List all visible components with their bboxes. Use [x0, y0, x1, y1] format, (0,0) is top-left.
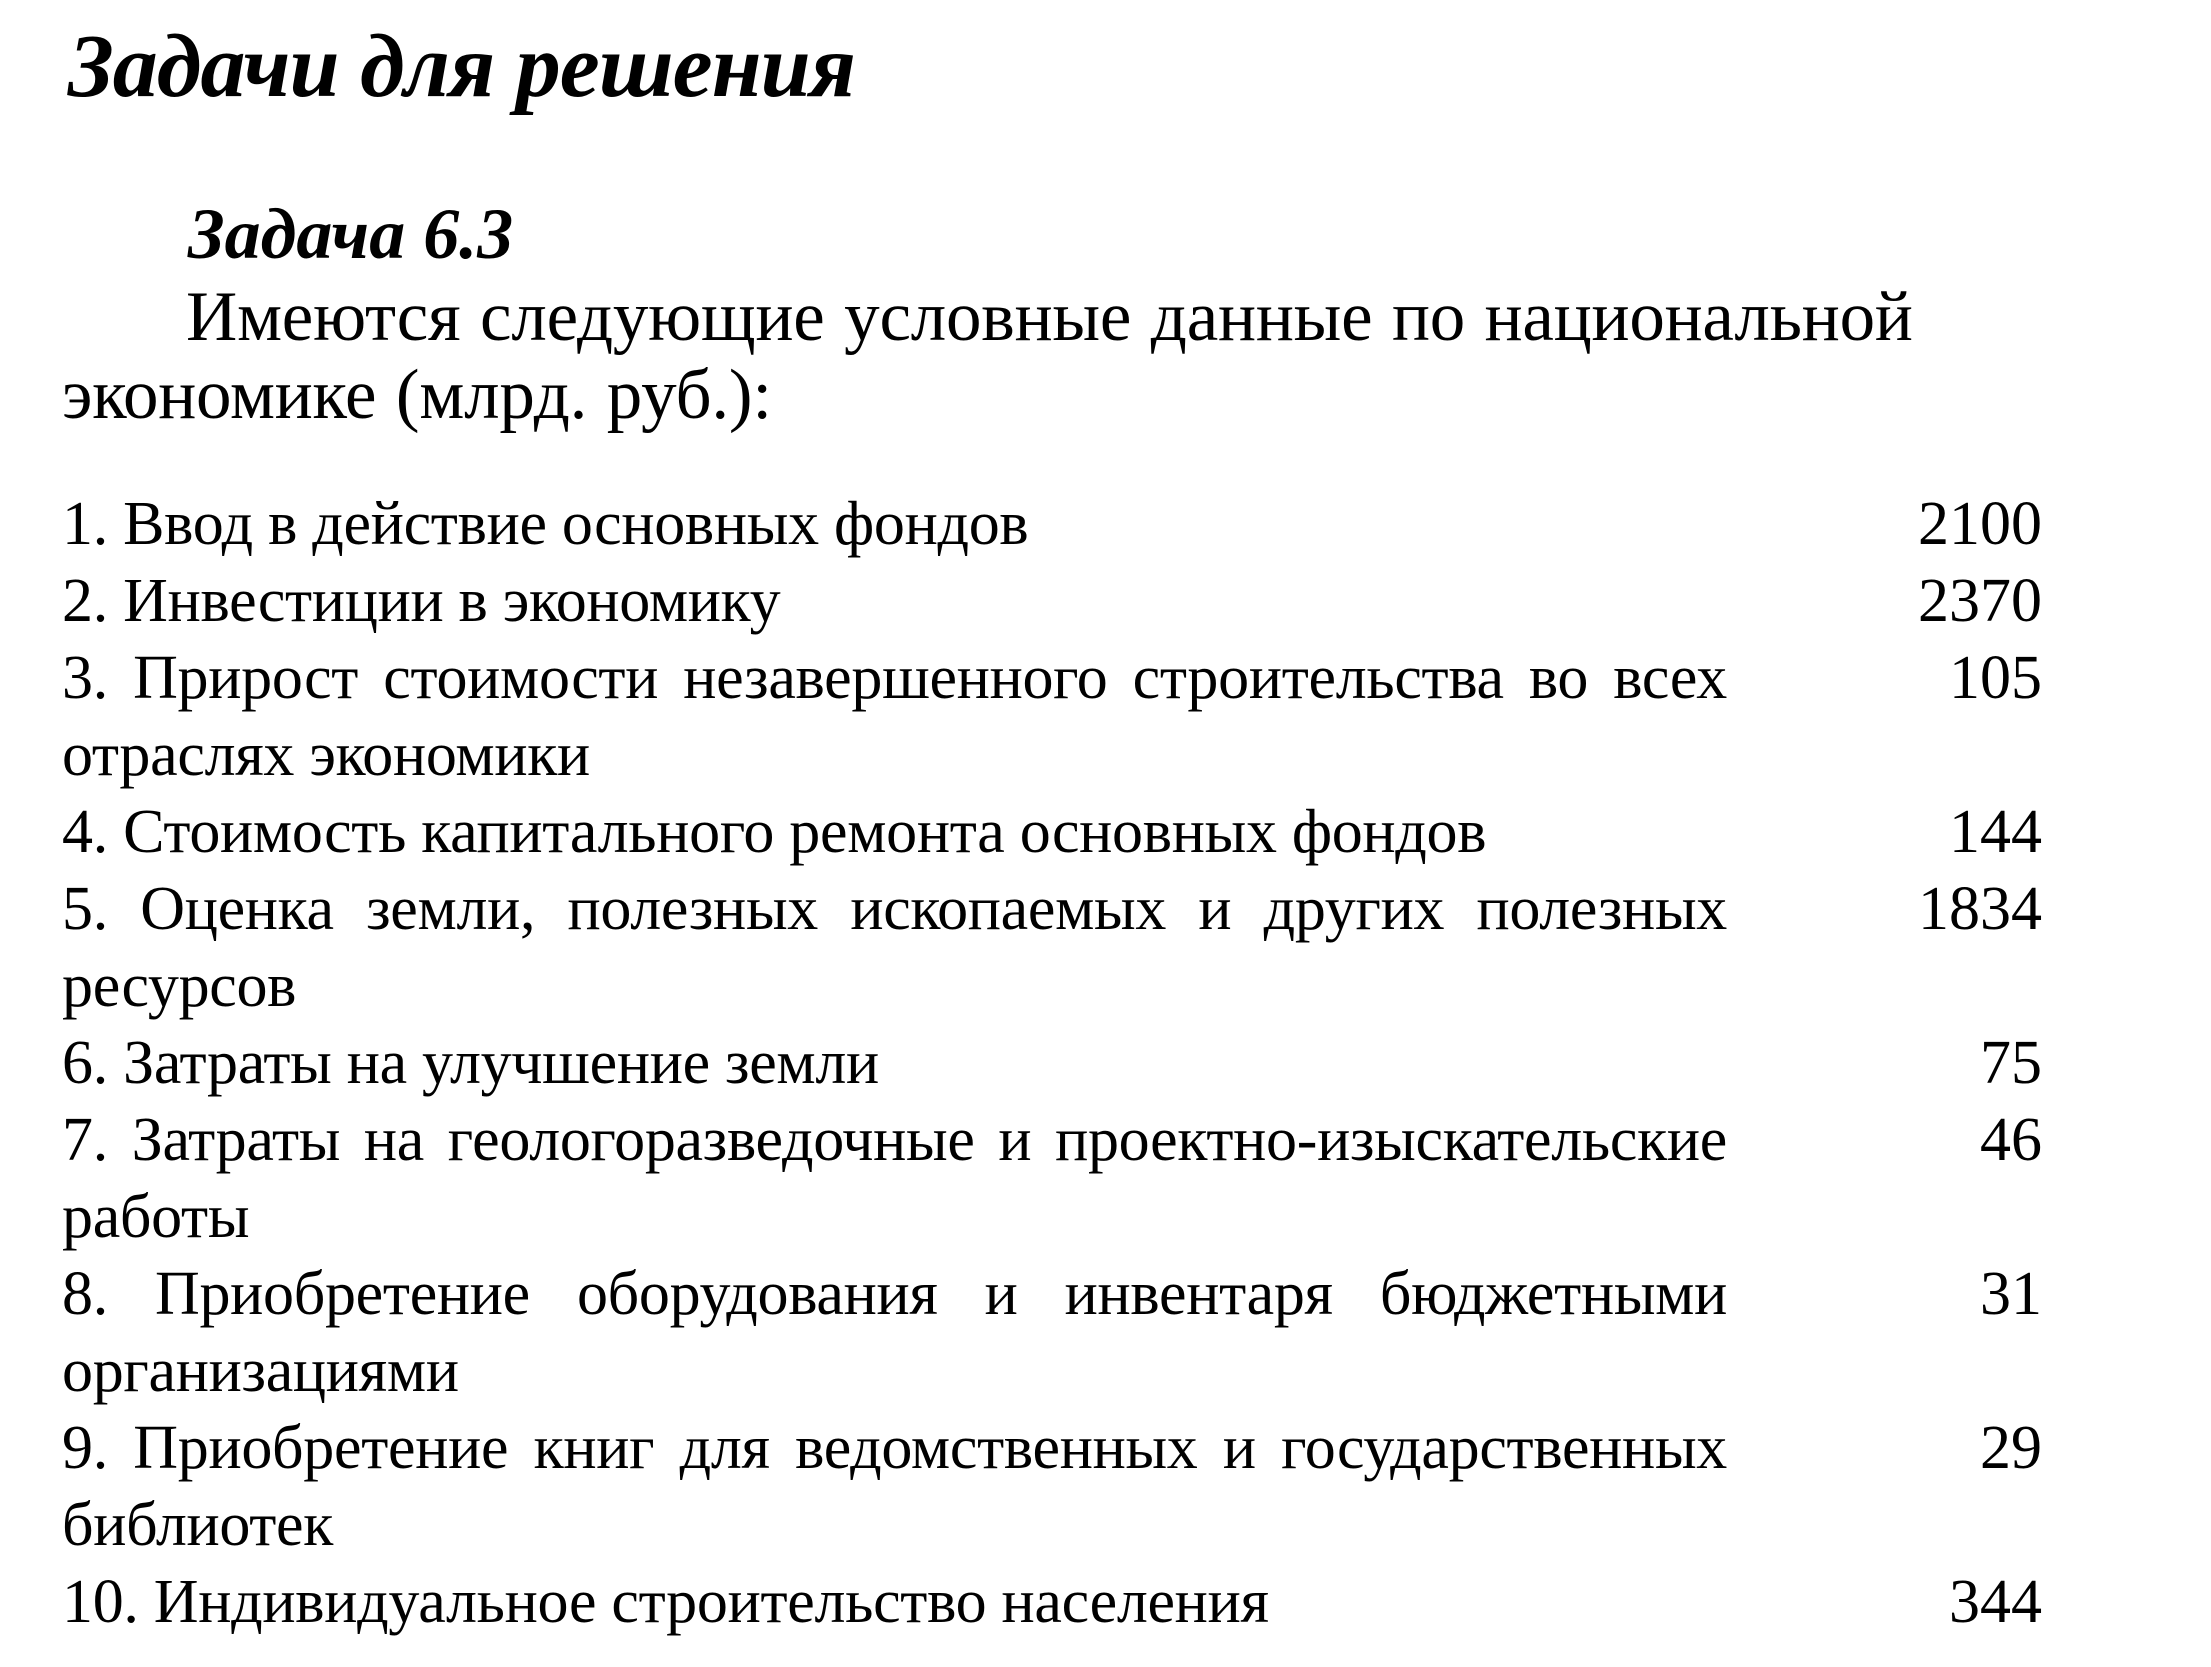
- list-item: [62, 1025, 2042, 1102]
- item-text: 5. Оценка земли, полезных ископаемых и других полезных ресурсов: [62, 875, 1727, 1020]
- item-text: 6. Затраты на улучшение земли: [62, 1029, 879, 1097]
- list-item: [62, 1410, 2042, 1564]
- item-text: 8. Приобретение оборудования и инвентаря бюджетными организациями: [62, 1260, 1727, 1405]
- list-item: [62, 1102, 2042, 1256]
- item-value: 75: [1980, 1029, 2042, 1097]
- item-value: 105: [1949, 644, 2042, 712]
- item-text: 1. Ввод в действие основных фондов: [62, 490, 1029, 558]
- item-value: 46: [1980, 1106, 2042, 1174]
- list-item: [62, 563, 2042, 640]
- item-text: 10. Индивидуальное строительство населения: [62, 1568, 1269, 1636]
- list-item: [62, 640, 2042, 794]
- item-text: 4. Стоимость капитального ремонта основных фондов: [62, 798, 1487, 866]
- data-list: [62, 486, 2042, 1641]
- item-value: 2370: [1918, 567, 2042, 635]
- item-value: 344: [1949, 1568, 2042, 1636]
- list-item: [62, 1256, 2042, 1410]
- list-item: [62, 794, 2042, 871]
- task-title: Задача 6.3: [188, 194, 514, 274]
- section-title: Задачи для решения: [68, 17, 855, 116]
- list-item: [62, 871, 2042, 1025]
- item-text: 3. Прирост стоимости незавершенного строительства во всех отраслях экономики: [62, 644, 1727, 789]
- list-item: [62, 486, 2042, 563]
- item-value: 1834: [1918, 875, 2042, 943]
- task-intro: Имеются следующие условные данные по национальной экономике (млрд. руб.):: [62, 278, 1913, 434]
- item-text: 2. Инвестиции в экономику: [62, 567, 781, 635]
- item-text: 7. Затраты на геологоразведочные и проектно-изыскательские работы: [62, 1106, 1727, 1251]
- item-value: 29: [1980, 1414, 2042, 1482]
- item-value: 31: [1980, 1260, 2042, 1328]
- item-text: 9. Приобретение книг для ведомственных и государственных библиотек: [62, 1414, 1727, 1559]
- item-value: 2100: [1918, 490, 2042, 558]
- item-value: 144: [1949, 798, 2042, 866]
- list-item: [62, 1564, 2042, 1641]
